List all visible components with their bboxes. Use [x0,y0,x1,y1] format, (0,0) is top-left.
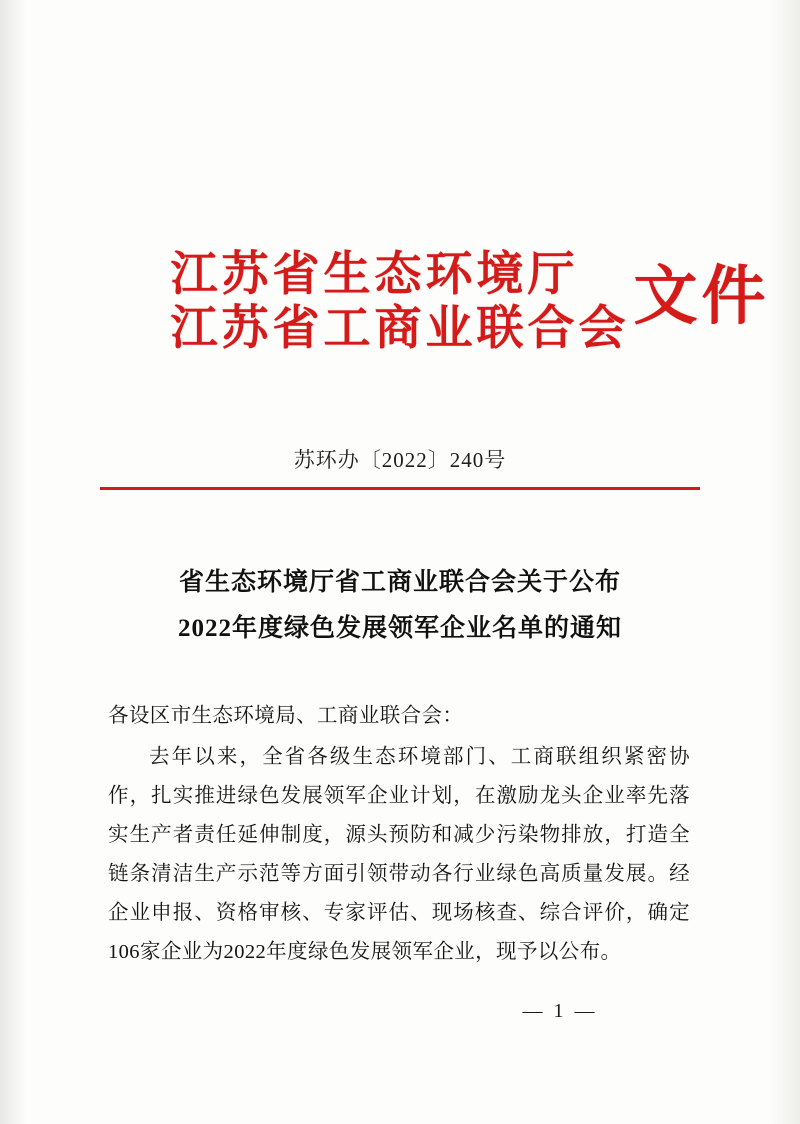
masthead-suffix-wenjian: 文件 [633,261,770,332]
document-title [110,560,690,652]
masthead-rows [170,248,770,356]
document-number: 苏环办〔2022〕240号 [293,448,507,472]
document-title-line-2: 2022年度绿色发展领军企业名单的通知 [177,615,622,642]
red-divider-rule [100,487,700,490]
masthead-line-2: 江苏省工商业联合会 [170,303,630,355]
salutation: 各设区市生态环境局、工商业联合会： [108,705,464,727]
body-paragraph-1: 去年以来，全省各级生态环境部门、工商联组织紧密协作，扎实推进绿色发展领军企业计划，在激励龙头企业率先落实生产者责任延伸制度，源头预防和减少污染物排放，打造全链条清洁生产示范等方面引领带动各行业绿色高质量发展。经企业申报、资格审核、专家评估、现场核查、综合评价，确定106家企业为2022年度绿色发展领军企业，现予以公布。 [108,746,690,963]
masthead [0,248,800,356]
page-number: — 1 — [522,1000,598,1022]
masthead-line-1: 江苏省生态环境厅 [170,249,579,301]
document-body [108,697,690,972]
document-title-line-1: 省生态环境厅省工商业联合会关于公布 [178,569,621,596]
